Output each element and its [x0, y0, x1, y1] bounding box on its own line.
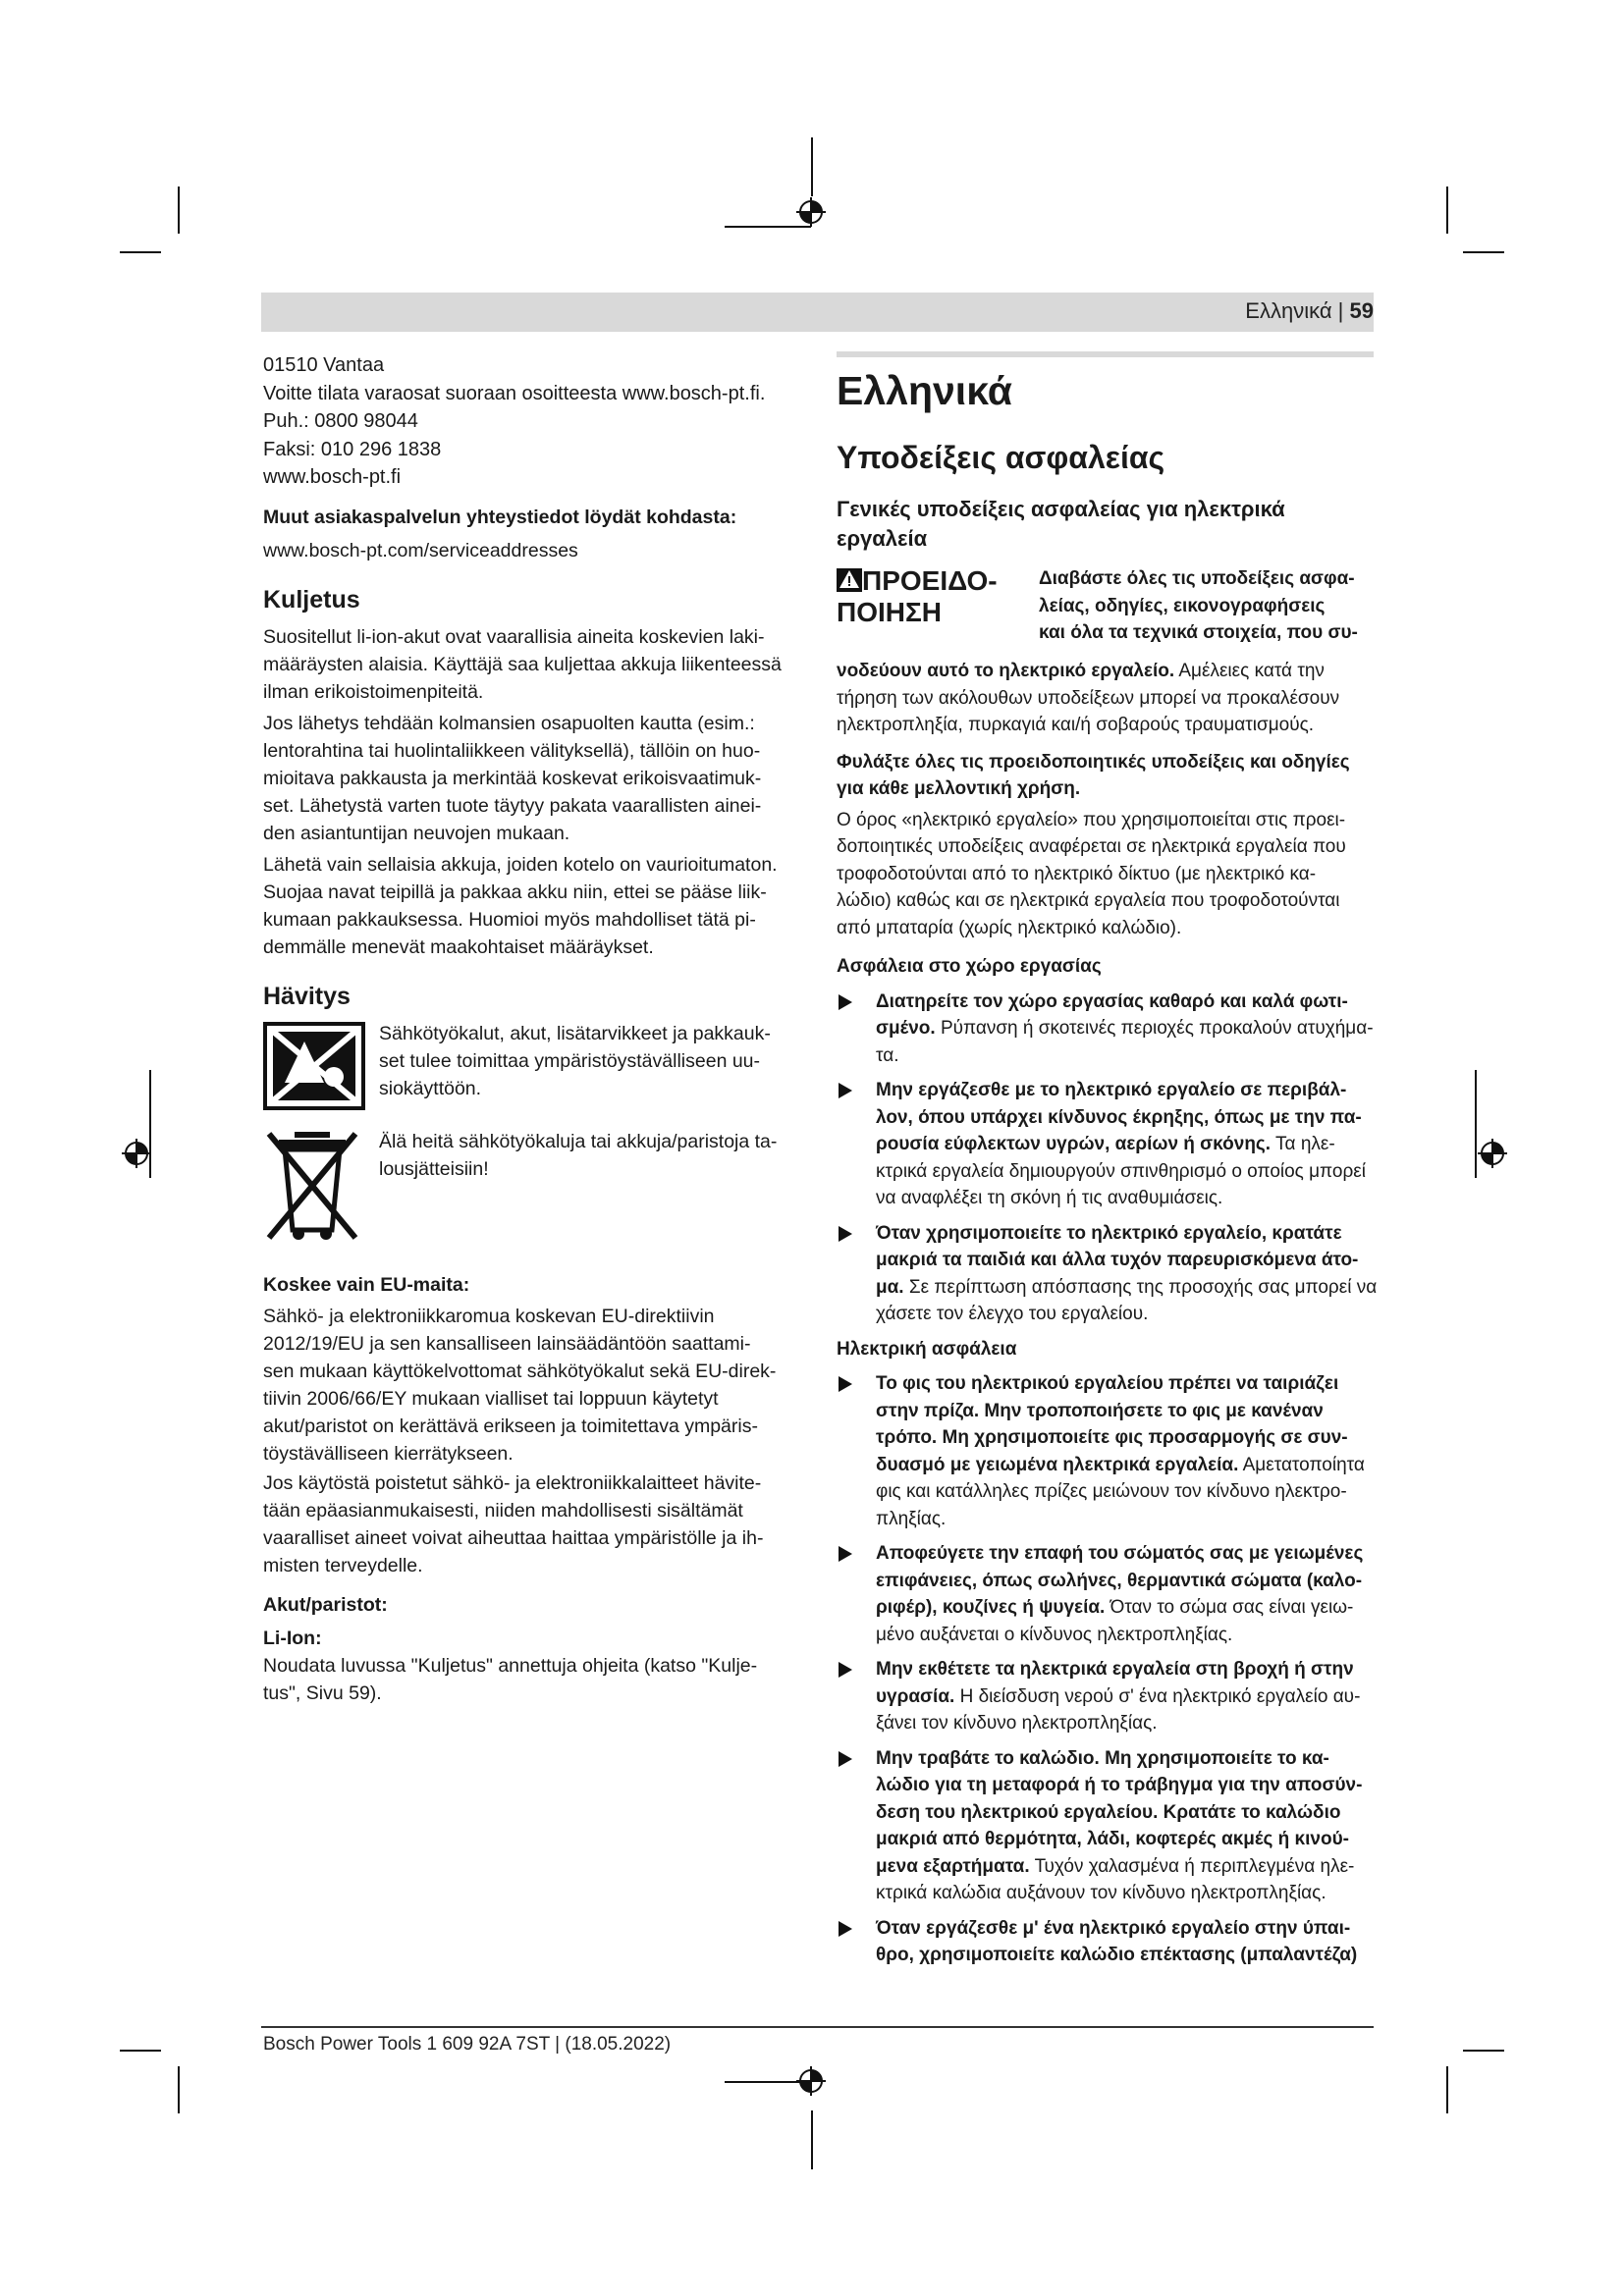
text-bold: λώδιο για τη μεταφορά ή το τράβηγμα για την αποσύν-	[876, 1775, 1363, 1795]
crop-mark	[178, 187, 180, 234]
bullet-item	[837, 988, 1375, 1070]
text-line: akut/paristot on kerättävä erikseen ja toimitettava ympäris-	[263, 1415, 758, 1437]
warning-block	[837, 565, 1375, 658]
text-line	[876, 1424, 1375, 1452]
text-line: και όλα τα τεχνικά στοιχεία, που συ-	[1039, 622, 1358, 643]
bullet-item	[837, 1077, 1375, 1212]
registration-line	[1475, 1070, 1477, 1178]
safety-heading: Υποδείξεις ασφαλείας	[837, 440, 1165, 475]
text-line: Suositellut li-ion-akut ovat vaarallisia aineita koskevien laki-	[263, 625, 765, 648]
bullet-item	[837, 1220, 1378, 1328]
crop-mark	[178, 2066, 180, 2113]
text-normal: πληξίας.	[876, 1508, 947, 1529]
bullet-arrow-icon	[839, 1751, 852, 1767]
text-bold: μενα εξαρτήματα.	[876, 1855, 1030, 1877]
text-line: tus", Sivu 59).	[263, 1682, 382, 1704]
text-line: από μπαταρία (χωρίς ηλεκτρικό καλώδιο).	[837, 917, 1182, 938]
crop-mark	[1463, 251, 1504, 253]
eu-paragraph	[263, 1303, 798, 1468]
crop-mark	[120, 2050, 161, 2052]
text-normal: φις και κατάλληλες πρίζες μειώνουν τον κίνδυνο ηλεκτρο-	[876, 1481, 1347, 1502]
crop-mark	[1446, 187, 1448, 234]
text-line	[876, 1853, 1375, 1881]
bullet-item	[837, 1540, 1375, 1648]
registration-line	[811, 137, 813, 196]
text-line	[876, 1942, 1375, 1969]
text-line	[876, 1478, 1375, 1506]
text-line: sen mukaan käyttökelvottomat sähkötyökalut sekä EU-direk-	[263, 1360, 777, 1382]
text-line: set. Lähetystä varten tuote täytyy pakata vaarallisten ainei-	[263, 794, 762, 817]
text-line: Suojaa navat teipillä ja pakkaa akku niin, ettei se pääse liik-	[263, 881, 767, 903]
bullet-item	[837, 1915, 1375, 1969]
text-line	[876, 1622, 1375, 1649]
text-line	[876, 1656, 1375, 1683]
address-line: 01510 Vantaa	[263, 354, 385, 376]
text-line: misten terveydelle.	[263, 1554, 423, 1576]
disposal-text	[379, 1128, 777, 1183]
text-line	[876, 1772, 1375, 1799]
bullet-arrow-icon	[839, 1226, 852, 1242]
text-line	[876, 988, 1375, 1016]
text-line: lentorahtina tai huolintaliikkeen välityksellä), tällöin on huo-	[263, 739, 761, 762]
address-line: Voitte tilata varaosat suoraan osoitteesta www.bosch-pt.fi.	[263, 382, 766, 404]
text-line: 2012/19/EU ja sen kansalliseen lainsäädäntöön saattami-	[263, 1332, 751, 1355]
general-safety-heading	[837, 495, 1375, 554]
text-normal: Η διείσδυση νερού σ' ένα ηλεκτρικό εργαλείο αυ-	[959, 1685, 1361, 1707]
text-bold: στην πρίζα. Μην τροποποιήσετε το φις με κανέναν	[876, 1400, 1324, 1421]
header-bar	[261, 293, 1374, 332]
text-line: mioitava pakkausta ja merkintää koskevat erikoisvaatimuk-	[263, 767, 762, 789]
text-line	[876, 1506, 1375, 1533]
text-normal: τα.	[876, 1044, 899, 1066]
address-line: Faksi: 010 296 1838	[263, 438, 442, 460]
text-bold: Διατηρείτε τον χώρο εργασίας καθαρό και καλά φωτι-	[876, 990, 1348, 1012]
language-title: Ελληνικά	[837, 368, 1012, 413]
text-bold: νοδεύουν αυτό το ηλεκτρικό εργαλείο.	[837, 661, 1175, 681]
text-normal: κτρικά εργαλεία δημιουργούν σπινθηρισμό ο οποίος μπορεί	[876, 1160, 1366, 1182]
bullet-arrow-icon	[839, 1662, 852, 1678]
crossed-bin-icon	[265, 1128, 359, 1244]
text-line: ilman erikoistoimenpiteitä.	[263, 680, 484, 703]
warning-label-line: ΠΡΟΕΙΔΟ-	[862, 565, 998, 596]
electrical-list	[837, 1370, 1375, 1969]
bullet-arrow-icon	[839, 1083, 852, 1098]
recycling-symbol-icon	[263, 1022, 365, 1110]
text-line	[876, 1683, 1375, 1711]
text-line	[876, 1301, 1375, 1328]
crop-mark	[1463, 2050, 1504, 2052]
battery-heading: Akut/paristot:	[263, 1593, 388, 1616]
transport-paragraph	[263, 710, 798, 847]
text-line: Φυλάξτε όλες τις προειδοποιητικές υποδείξεις και οδηγίες	[837, 751, 1350, 773]
text-bold: Μην εργάζεσθε με το ηλεκτρικό εργαλείο σε περιβάλ-	[876, 1080, 1347, 1100]
text-bold: δυασμό με γειωμένα ηλεκτρικά εργαλεία.	[876, 1454, 1239, 1475]
text-bold: δεση του ηλεκτρικού εργαλείου. Κρατάτε το καλώδιο	[876, 1801, 1341, 1823]
text-line	[876, 1915, 1375, 1943]
text-line: Sähkötyökalut, akut, lisätarvikkeet ja pakkauk-	[379, 1022, 771, 1044]
text-bold: Μην τραβάτε το καλώδιο. Μη χρησιμοποιείτε το κα-	[876, 1747, 1329, 1769]
text-line: Jos lähetys tehdään kolmansien osapuolten kautta (esim.:	[263, 712, 755, 734]
service-url: www.bosch-pt.com/serviceaddresses	[263, 539, 578, 561]
text-line: Διαβάστε όλες τις υποδείξεις ασφα-	[1039, 568, 1355, 589]
text-line	[876, 1745, 1375, 1773]
text-line	[876, 1710, 1375, 1737]
registration-mark-icon	[796, 197, 826, 227]
text-normal: Σε περίπτωση απόσπασης της προσοχής σας μπορεί να	[908, 1276, 1378, 1298]
registration-mark-icon	[122, 1139, 151, 1168]
text-line: siokäyttöön.	[379, 1077, 482, 1099]
transport-paragraph	[263, 623, 798, 706]
text-line	[876, 1799, 1375, 1827]
crop-mark	[120, 251, 161, 253]
text-line: kumaan pakkauksessa. Huomioi myös mahdolliset tätä pi-	[263, 908, 756, 931]
text-line: Älä heitä sähkötyökaluja tai akkuja/paristoja ta-	[379, 1130, 778, 1152]
text-bold: μα.	[876, 1276, 904, 1298]
bullet-arrow-icon	[839, 1546, 852, 1562]
text-normal: ξάνει τον κίνδυνο ηλεκτροπληξίας.	[876, 1713, 1158, 1734]
text-line	[876, 1452, 1375, 1479]
text-line	[876, 1220, 1375, 1248]
transport-paragraph	[263, 851, 798, 961]
registration-mark-icon	[1478, 1139, 1507, 1168]
bullet-item	[837, 1745, 1375, 1907]
header-separator: |	[1337, 298, 1344, 323]
term-paragraph	[837, 807, 1375, 942]
text-line: λώδιο) καθώς και σε ηλεκτρικά εργαλεία που τροφοδοτούνται	[837, 890, 1340, 911]
heading-line: εργαλεία	[837, 526, 928, 551]
service-heading: Muut asiakaspalvelun yhteystiedot löydät kohdasta:	[263, 506, 737, 528]
work-area-heading: Ασφάλεια στο χώρο εργασίας	[837, 956, 1102, 977]
text-line	[876, 1185, 1375, 1212]
text-line	[876, 1594, 1375, 1622]
warning-continuation	[837, 658, 1375, 739]
text-line: tään epäasianmukaisesti, niiden mahdollisesti sisältämät	[263, 1499, 743, 1522]
bullet-arrow-icon	[839, 1376, 852, 1392]
text-normal: Αμέλειες κατά την	[1178, 661, 1325, 681]
text-bold: επιφάνειες, όπως σωλήνες, θερμαντικά σώματα (καλο-	[876, 1570, 1363, 1591]
heading-line: Γενικές υποδείξεις ασφαλείας για ηλεκτρικά	[837, 497, 1285, 521]
disposal-text	[379, 1020, 771, 1102]
text-line: Sähkö- ja elektroniikkaromua koskevan EU-direktiivin	[263, 1305, 715, 1327]
text-line: Jos käytöstä poistetut sähkö- ja elektroniikkalaitteet hävite-	[263, 1471, 762, 1494]
text-line	[876, 1880, 1375, 1907]
text-bold: Όταν εργάζεσθε μ' ένα ηλεκτρικό εργαλείο στην ύπαι-	[876, 1917, 1351, 1939]
text-line	[876, 1247, 1375, 1274]
registration-mark-icon	[796, 2066, 826, 2096]
text-normal: Τα ηλε-	[1275, 1134, 1335, 1154]
text-line: vaaralliset aineet voivat aiheuttaa haittaa ympäristölle ja ih-	[263, 1526, 764, 1549]
left-column	[263, 351, 798, 1707]
text-normal: Αμετατοποίητα	[1242, 1454, 1365, 1475]
text-normal: μένο αυξάνεται ο κίνδυνος ηλεκτροπληξίας.	[876, 1624, 1233, 1645]
text-line: määräysten alaisia. Käyttäjä saa kuljettaa akkuja liikenteessä	[263, 653, 782, 675]
address-block	[263, 351, 798, 492]
text-line: set tulee toimittaa ympäristöystävälliseen uu-	[379, 1049, 761, 1072]
disposal-block	[263, 1020, 798, 1246]
text-line	[876, 1015, 1375, 1042]
warning-triangle-icon	[837, 568, 862, 592]
text-line: δοποιητικές υποδείξεις αναφέρεται σε ηλεκτρικά εργαλεία που	[837, 836, 1346, 857]
eu-heading: Koskee vain EU-maita:	[263, 1273, 470, 1296]
text-line: ηλεκτροπληξία, πυρκαγιά και/ή σοβαρούς τραυματισμούς.	[837, 715, 1315, 735]
text-bold: Μην εκθέτετε τα ηλεκτρικά εργαλεία στη βροχή ή στην	[876, 1659, 1354, 1680]
text-line: lousjätteisiin!	[379, 1157, 489, 1180]
text-bold: Το φις του ηλεκτρικού εργαλείου πρέπει να ταιριάζει	[876, 1373, 1339, 1394]
text-line	[876, 1158, 1375, 1186]
keep-instructions	[837, 749, 1375, 803]
liion-heading: Li-Ion:	[263, 1627, 322, 1649]
warning-label	[837, 565, 998, 628]
text-bold: Όταν χρησιμοποιείτε το ηλεκτρικό εργαλείο, κρατάτε	[876, 1222, 1342, 1244]
crop-mark	[1446, 2066, 1448, 2113]
text-line: για κάθε μελλοντική χρήση.	[837, 778, 1081, 799]
text-bold: μακριά τα παιδιά και άλλα τυχόν παρευρισκόμενα άτο-	[876, 1250, 1359, 1270]
running-header	[1245, 297, 1374, 325]
text-bold: τρόπο. Μη χρησιμοποιείτε φις προσαρμογής σε συν-	[876, 1427, 1348, 1448]
address-line: Puh.: 0800 98044	[263, 410, 418, 432]
warning-label-line: ΠΟΙΗΣΗ	[837, 597, 943, 627]
text-line: Lähetä vain sellaisia akkuja, joiden kotelo on vaurioitumaton.	[263, 853, 778, 876]
text-line	[876, 1370, 1375, 1398]
disposal-heading: Hävitys	[263, 982, 351, 1010]
text-line: den asiantuntijan neuvojen mukaan.	[263, 822, 570, 844]
text-line	[876, 1568, 1375, 1595]
work-area-list	[837, 988, 1378, 1328]
text-normal: να αναφλέξει τη σκόνη ή τις αναθυμιάσεις.	[876, 1188, 1223, 1208]
text-bold: σμένο.	[876, 1018, 936, 1039]
transport-heading: Kuljetus	[263, 585, 360, 614]
text-line	[876, 1398, 1375, 1425]
electrical-heading: Ηλεκτρική ασφάλεια	[837, 1338, 1017, 1360]
bullet-item	[837, 1370, 1375, 1532]
text-line: tiivin 2006/66/EY mukaan vialliset tai loppuun käytetyt	[263, 1387, 719, 1410]
registration-line	[811, 2110, 813, 2169]
text-line: Noudata luvussa "Kuljetus" annettuja ohjeita (katso "Kulje-	[263, 1654, 758, 1677]
text-line: töystävälliseen kierrätykseen.	[263, 1442, 514, 1465]
liion-text	[263, 1652, 798, 1707]
text-line: τήρηση των ακόλουθων υποδείξεων μπορεί να προκαλέσουν	[837, 687, 1340, 709]
page-number: 59	[1349, 298, 1374, 323]
text-bold: Αποφεύγετε την επαφή του σώματός σας με γειωμένες	[876, 1543, 1364, 1564]
text-line	[876, 1042, 1375, 1070]
section-rule	[837, 351, 1374, 357]
text-normal: Ρύπανση ή σκοτεινές περιοχές προκαλούν ατυχήμα-	[940, 1018, 1374, 1039]
text-bold: θρο, χρησιμοποιείτε καλώδιο επέκτασης (μπαλαντέζα)	[876, 1945, 1358, 1965]
text-line	[876, 1540, 1375, 1568]
text-normal: Όταν το σώμα σας είναι γειω-	[1110, 1597, 1354, 1618]
bullet-arrow-icon	[839, 1921, 852, 1937]
text-line	[876, 1104, 1375, 1132]
eu-paragraph	[263, 1469, 798, 1579]
text-line	[876, 1077, 1375, 1104]
text-bold: ριφέρ), κουζίνες ή ψυγεία.	[876, 1597, 1106, 1618]
header-language: Ελληνικά	[1245, 298, 1332, 323]
text-bold: υγρασία.	[876, 1685, 955, 1707]
text-normal: Τυχόν χαλασμένα ή περιπλεγμένα ηλε-	[1034, 1855, 1355, 1877]
text-line	[876, 1274, 1378, 1302]
address-line: www.bosch-pt.fi	[263, 466, 402, 488]
text-bold: ρουσία εύφλεκτων υγρών, αερίων ή σκόνης.	[876, 1134, 1272, 1154]
text-line: τροφοδοτούνται από το ηλεκτρικό δίκτυο (με ηλεκτρικό κα-	[837, 863, 1317, 884]
warning-text	[1039, 565, 1358, 647]
text-line: demmälle menevät maakohtaiset määräykset.	[263, 935, 654, 958]
text-line	[876, 1826, 1375, 1853]
right-column	[837, 363, 1378, 1969]
text-normal: χάσετε τον έλεγχο του εργαλείου.	[876, 1304, 1149, 1324]
text-bold: λον, όπου υπάρχει κίνδυνος έκρηξης, όπως με την πα-	[876, 1106, 1362, 1128]
footer-text: Bosch Power Tools 1 609 92A 7ST | (18.05.2022)	[263, 2034, 672, 2055]
footer-rule	[261, 2026, 1374, 2028]
text-bold: μακριά από θερμότητα, λάδι, κοφτερές ακμές ή κινού-	[876, 1829, 1349, 1849]
bullet-item	[837, 1656, 1375, 1737]
bullet-arrow-icon	[839, 994, 852, 1010]
text-normal: κτρικά καλώδια αυξάνουν τον κίνδυνο ηλεκτροπληξίας.	[876, 1883, 1326, 1903]
text-line	[876, 1131, 1375, 1158]
text-line: Ο όρος «ηλεκτρικό εργαλείο» που χρησιμοποιείται στις προει-	[837, 809, 1346, 830]
text-line: λείας, οδηγίες, εικονογραφήσεις	[1039, 595, 1326, 616]
